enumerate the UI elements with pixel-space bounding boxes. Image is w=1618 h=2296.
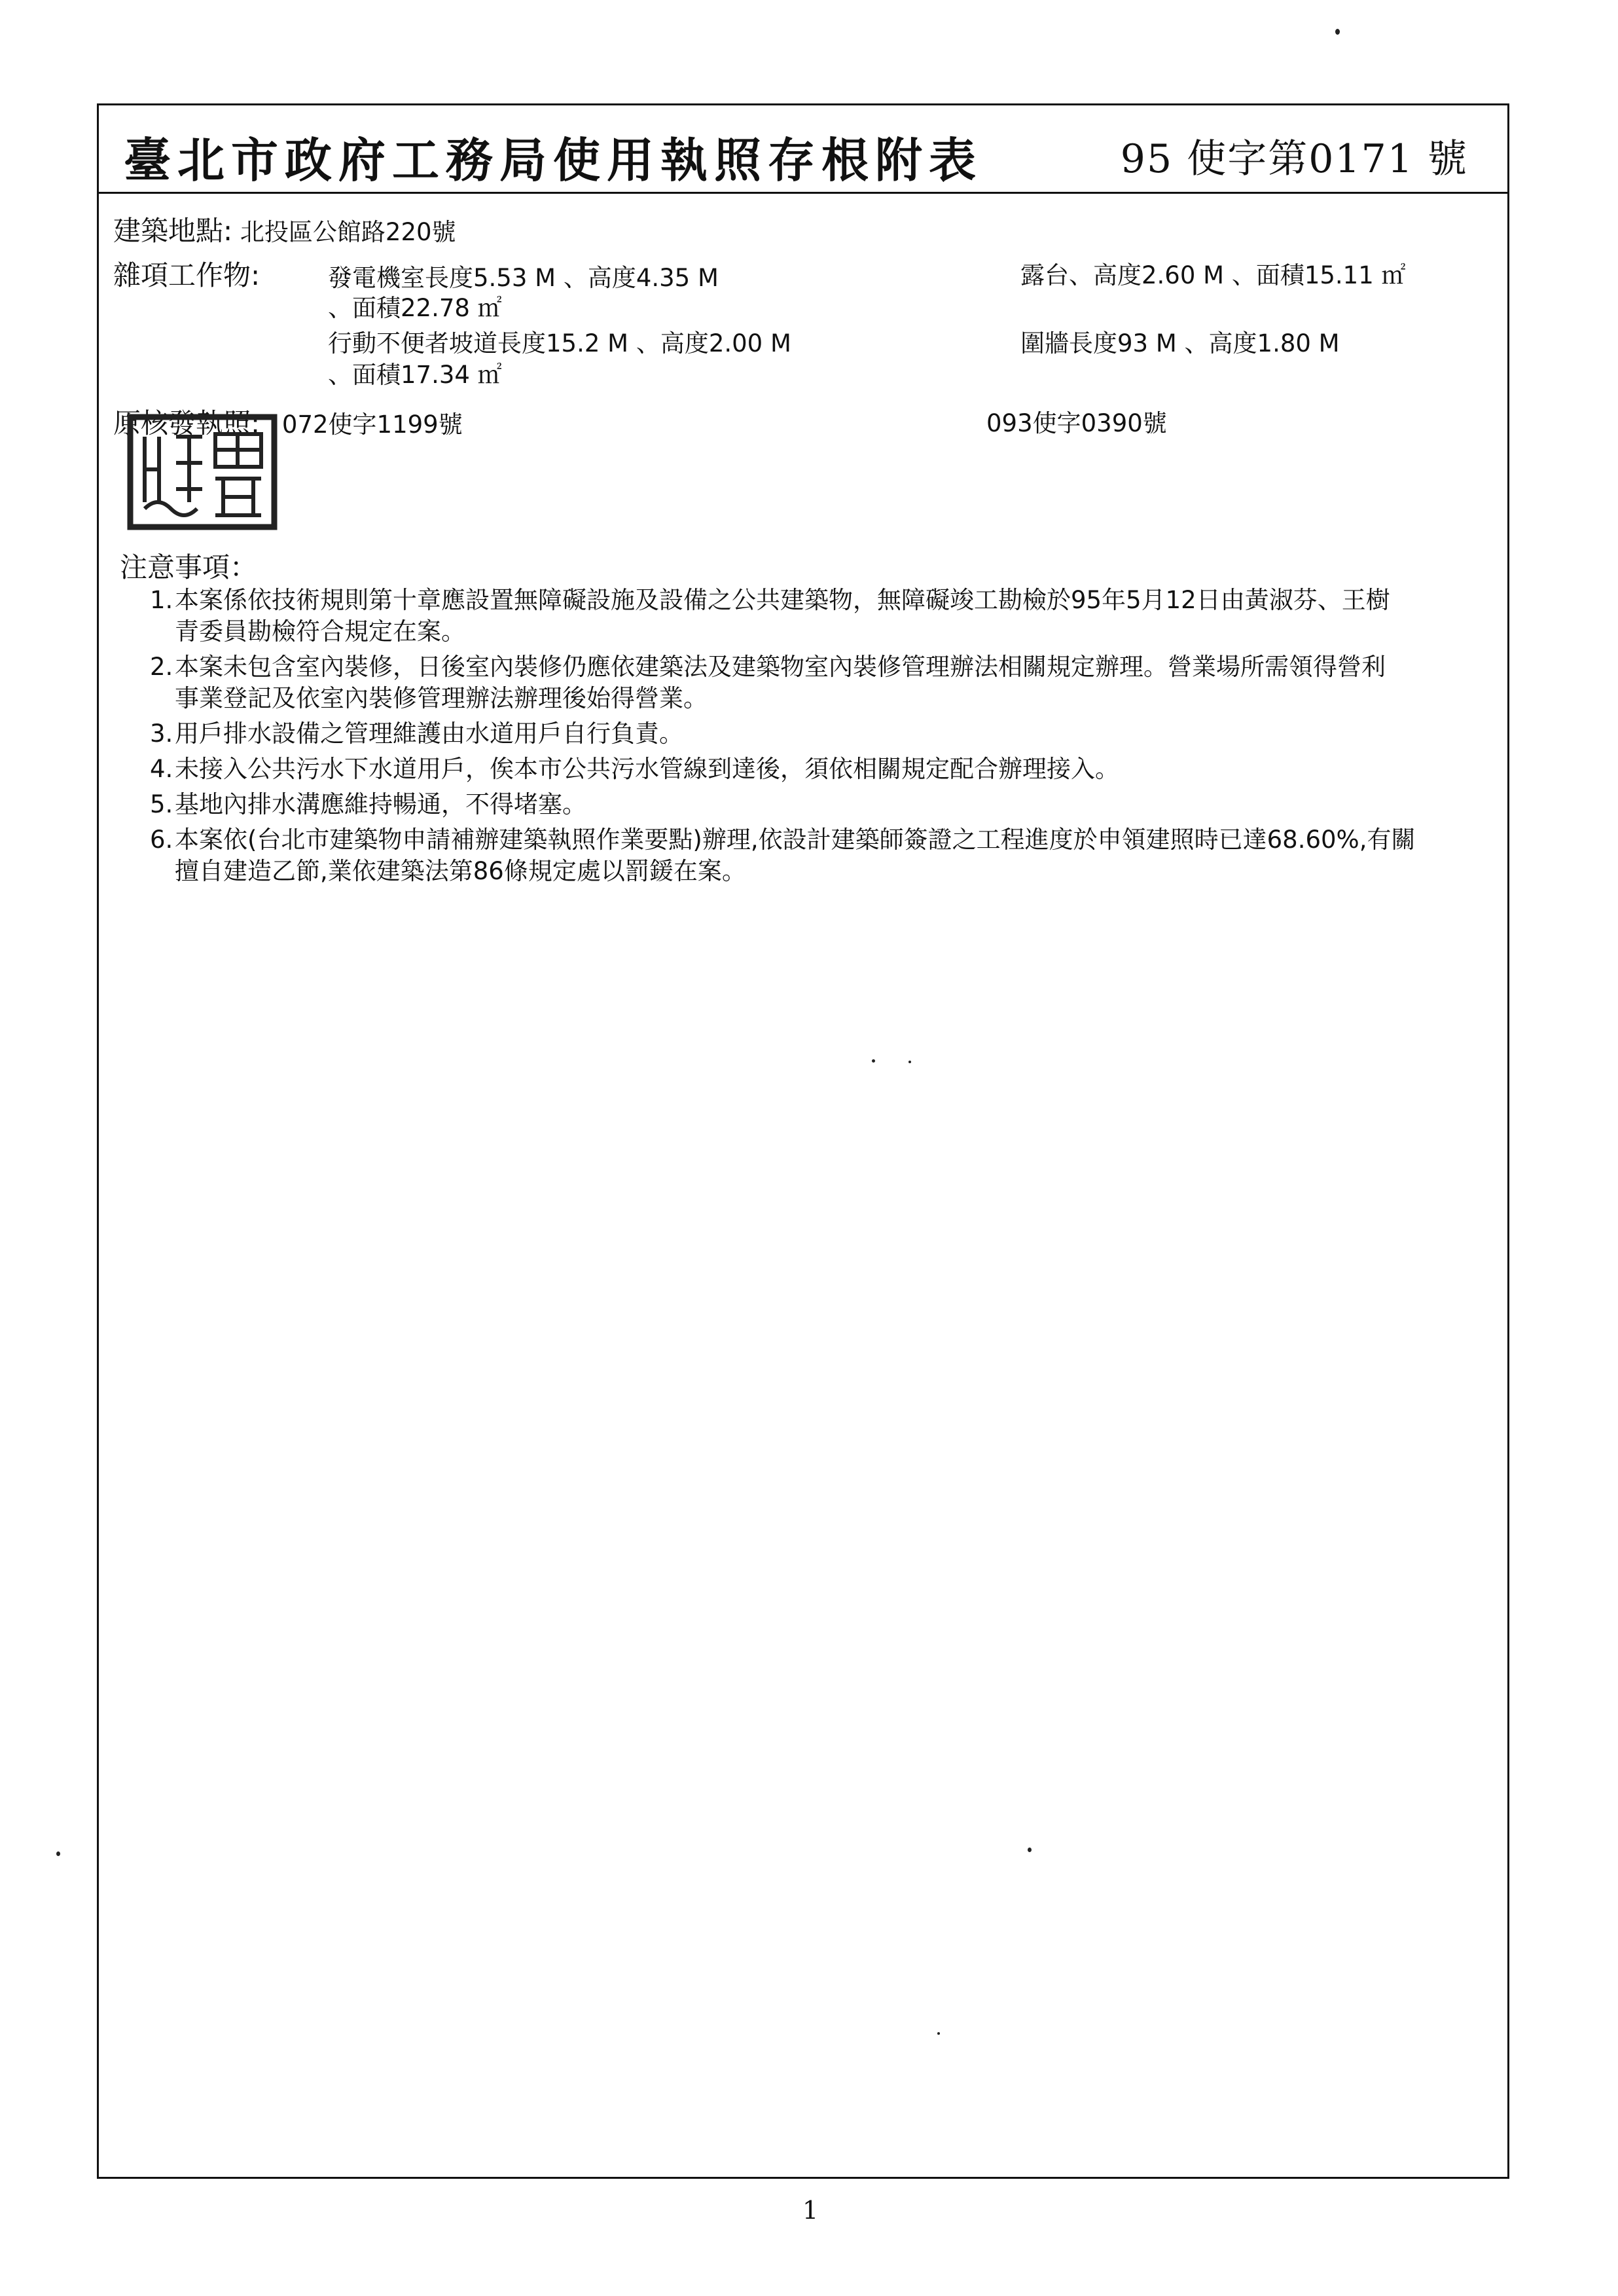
original-license-value: 072使字1199號 [281, 410, 463, 439]
scan-speck [1335, 29, 1340, 35]
document-frame [97, 103, 1509, 2179]
document-number-year: 95 [1120, 136, 1174, 182]
notes-list [150, 585, 1511, 891]
note-item [150, 585, 1511, 647]
note-number: 1. [150, 586, 173, 614]
document-number-suffix: 號 [1428, 136, 1468, 182]
note-item [150, 718, 1511, 750]
note-number: 4. [150, 755, 173, 783]
document-number-serial: 0171 [1308, 136, 1414, 182]
misc-works-label: 雜項工作物: [113, 259, 261, 291]
original-license-value: 093使字0390號 [986, 409, 1167, 437]
note-item [150, 754, 1511, 785]
note-text: 本案係依技術規則第十章應設置無障礙設施及設備之公共建築物，無障礙竣工勘檢於95年5月12日由黃淑芬、王樹 青委員勘檢符合規定在案。 [175, 586, 1390, 646]
note-text: 本案未包含室內裝修，日後室內裝修仍應依建築法及建築物室內裝修管理辦法相關規定辦理。營業場所需領得營利 事業登記及依室內裝修管理辦法辦理後始得營業。 [175, 653, 1386, 712]
note-text: 未接入公共污水下水道用戶，俟本市公共污水管線到達後，須依相關規定配合辦理接入。 [175, 755, 1119, 783]
note-number: 2. [150, 653, 173, 681]
document-number [1121, 128, 1468, 184]
note-number: 5. [150, 790, 173, 818]
misc-work-item: 、面積17.34 ㎡ [328, 361, 502, 389]
note-item [150, 824, 1511, 887]
scan-speck [937, 2032, 940, 2035]
misc-work-item: 露台、高度2.60 M 、面積15.11 ㎡ [1020, 261, 1406, 289]
scan-speck [56, 1851, 60, 1856]
document-number-type: 使字第 [1187, 136, 1309, 182]
address-row [113, 215, 456, 248]
note-number: 6. [150, 826, 173, 854]
notes-heading: 注意事項： [120, 551, 258, 583]
note-text: 基地內排水溝應維持暢通，不得堵塞。 [175, 790, 586, 818]
misc-work-item: 行動不便者坡道長度15.2 M 、高度2.00 M [328, 329, 791, 357]
scan-speck [908, 1061, 911, 1063]
misc-work-item: 圍牆長度93 M 、高度1.80 M [1020, 329, 1340, 357]
official-seal-stamp [125, 410, 279, 532]
note-text: 用戶排水設備之管理維護由水道用戶自行負責。 [175, 720, 683, 748]
misc-work-item: 、面積22.78 ㎡ [328, 294, 502, 322]
note-number: 3. [150, 720, 173, 748]
original-license-label: 原核發執照: [113, 407, 261, 439]
note-text: 本案依(台北市建築物申請補辦建築執照作業要點)辦理,依設計建築師簽證之工程進度於申領建照時已達68.60%,有關 擅自建造乙節,業依建築法第86條規定處以罰鍰在案。 [175, 826, 1416, 885]
address-value: 北投區公館路220號 [240, 218, 456, 246]
note-item [150, 651, 1511, 714]
misc-work-item: 發電機室長度5.53 M 、高度4.35 M [328, 264, 719, 292]
address-label: 建築地點: [113, 215, 233, 247]
note-item [150, 789, 1511, 820]
scan-speck [872, 1059, 875, 1063]
title-bar [99, 105, 1507, 194]
scan-speck [1028, 1848, 1032, 1852]
document-title: 臺北市政府工務局使用執照存根附表 [124, 132, 983, 188]
page-number: 1 [802, 2196, 819, 2225]
